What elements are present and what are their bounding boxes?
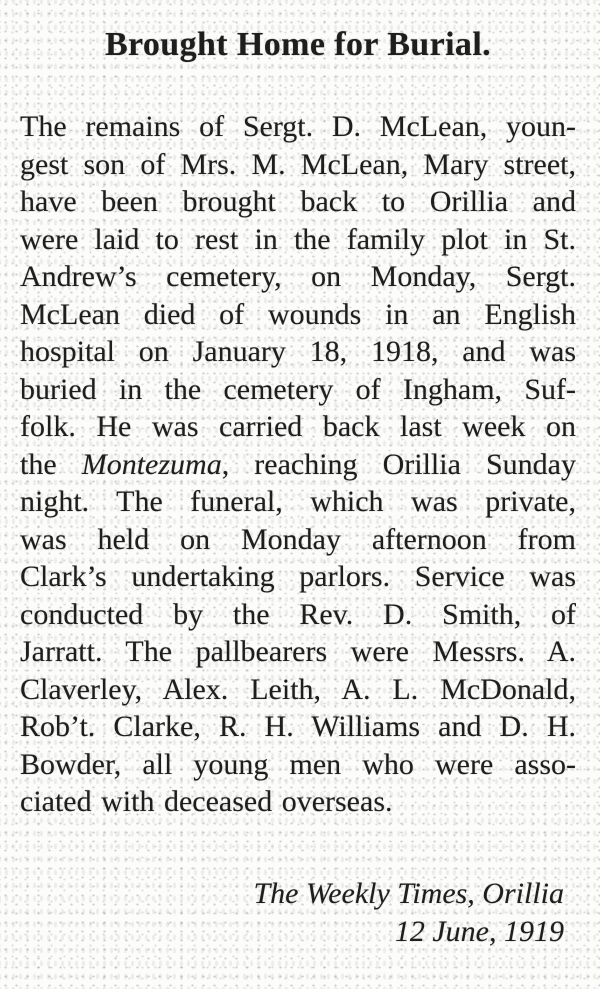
article-line xyxy=(20,596,576,634)
article-line xyxy=(20,408,576,446)
attribution-line: The Weekly Times, Orillia xyxy=(253,876,564,910)
article-title: Brought Home for Burial. xyxy=(104,26,492,63)
article-text-segment: Clark’s undertaking parlors. Service was xyxy=(20,560,576,593)
article-text-segment: ciated with deceased overseas. xyxy=(20,785,393,818)
article-text-segment: gest son of Mrs. M. McLean, Mary street, xyxy=(20,147,576,181)
article-text-segment: night. The funeral, which was private, xyxy=(20,485,576,518)
article-line xyxy=(20,371,576,409)
article-line xyxy=(20,558,576,596)
article-text-segment: Claverley, Alex. Leith, A. L. McDonald, xyxy=(20,672,576,706)
article-line xyxy=(20,333,576,371)
article-body xyxy=(20,108,576,821)
article-text-segment: , reaching Orillia Sunday xyxy=(221,447,576,481)
ship-name-italic: Montezuma xyxy=(81,447,222,481)
article-text-segment: Andrew’s cemetery, on Monday, Sergt. xyxy=(20,260,576,293)
article-line xyxy=(20,633,576,671)
article-text-segment: was held on Monday afternoon from xyxy=(20,522,576,556)
article-attribution xyxy=(20,875,576,951)
article-text-segment: folk. He was carried back last week on xyxy=(20,410,576,443)
article-text-segment: Bowder, all young men who were asso- xyxy=(20,747,576,781)
article-text-segment: the xyxy=(20,447,82,481)
article-text-segment: buried in the cemetery of Ingham, Suf- xyxy=(20,372,576,406)
article-line xyxy=(20,708,576,746)
article-text-segment: conducted by the Rev. D. Smith, of xyxy=(20,597,576,631)
article-text-segment: The remains of Sergt. D. McLean, youn- xyxy=(20,110,576,143)
article-line xyxy=(20,183,576,221)
article-text-segment: were laid to rest in the family plot in St. xyxy=(20,222,576,256)
article-text-segment: hospital on January 18, 1918, and was xyxy=(20,335,576,368)
article-line xyxy=(20,446,576,484)
article-line xyxy=(20,746,576,784)
article-line xyxy=(20,483,576,521)
article-text-segment: Rob’t. Clarke, R. H. Williams and D. H. xyxy=(20,710,576,743)
article-line xyxy=(20,296,576,334)
article-line xyxy=(20,783,576,821)
article-line xyxy=(20,521,576,559)
article-line xyxy=(20,221,576,259)
article-line xyxy=(20,146,576,184)
article-text-segment: Jarratt. The pallbearers were Messrs. A. xyxy=(20,635,576,668)
article-line xyxy=(20,671,576,709)
attribution-line: 12 June, 1919 xyxy=(394,914,564,948)
article-line xyxy=(20,108,576,146)
article-text-segment: have been brought back to Orillia and xyxy=(20,185,576,218)
article-line xyxy=(20,258,576,296)
article-text-segment: McLean died of wounds in an English xyxy=(20,297,576,331)
